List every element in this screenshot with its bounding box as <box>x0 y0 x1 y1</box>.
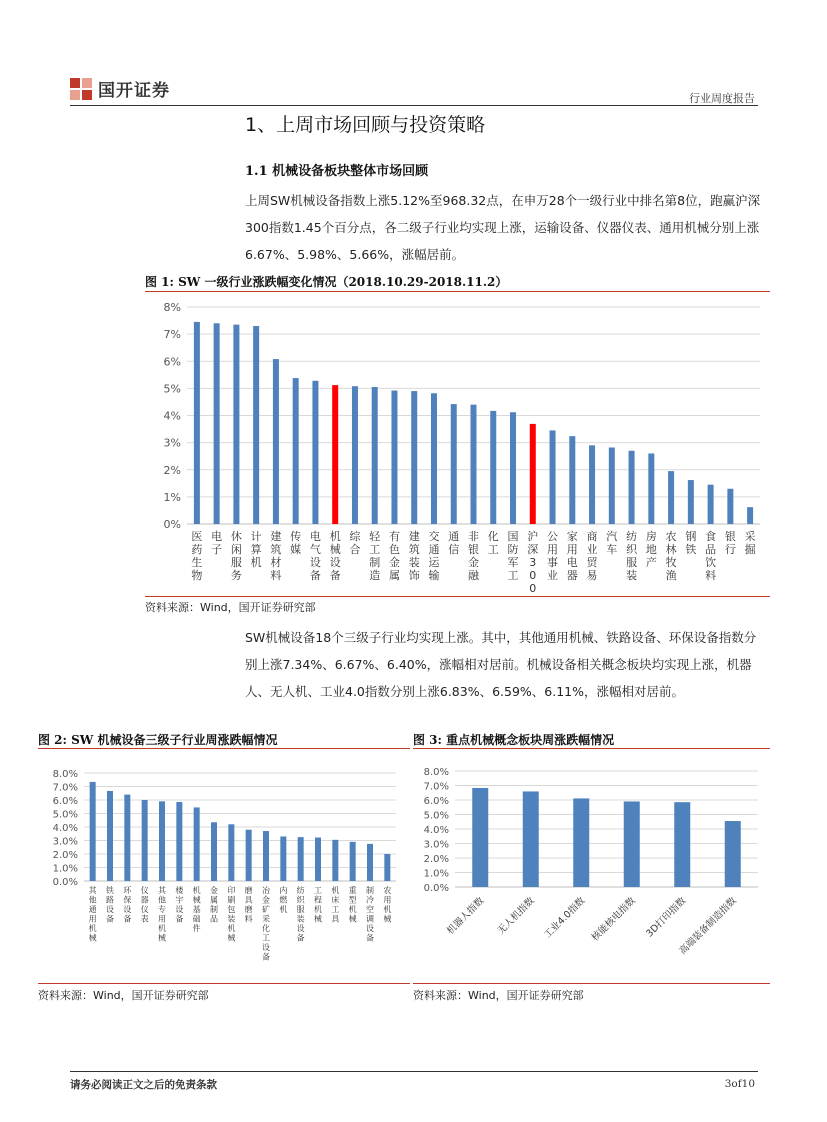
x-tick-label: 公用事业 <box>547 530 559 582</box>
bar <box>233 325 239 524</box>
bar <box>312 381 318 524</box>
figure2-source: 资料来源：Wind，国开证券研究部 <box>38 989 209 1002</box>
figure1-source: 资料来源：Wind，国开证券研究部 <box>145 601 316 614</box>
figure2-top-rule <box>38 748 410 749</box>
y-tick-label: 4% <box>163 409 181 423</box>
bar <box>332 385 338 524</box>
x-tick-label: 房地产 <box>645 530 657 569</box>
x-tick-label: 采掘 <box>744 530 756 556</box>
x-tick-label: 无人机指数 <box>495 895 537 937</box>
bar <box>384 854 390 881</box>
y-tick-label: 1% <box>163 490 181 504</box>
y-tick-label: 7.0% <box>423 781 449 793</box>
x-tick-label: 非银金融 <box>468 530 479 582</box>
bar <box>523 791 539 887</box>
report-type: 行业周度报告 <box>689 92 755 105</box>
bar <box>315 838 321 881</box>
bar <box>609 448 615 524</box>
figure2-title: 图 2: SW 机械设备三级子行业周涨跌幅情况 <box>38 733 278 747</box>
bar <box>624 801 640 887</box>
paragraph-1: 上周SW机械设备指数上涨5.12%至968.32点，在申万28个一级行业中排名第8位，跑赢沪深300指数1.45个百分点，各二级子行业均实现上涨，运输设备、仪器仪表、通用机械分别上涨6.67%、5.98%、5.66%，涨幅居前。 <box>245 193 761 262</box>
figure3-title: 图 3: 重点机械概念板块周涨跌幅情况 <box>413 733 615 747</box>
y-tick-label: 2.0% <box>52 850 78 861</box>
footer-disclaimer[interactable]: 请务必阅读正文之后的免责条款 <box>70 1079 217 1091</box>
y-tick-label: 8% <box>163 301 181 314</box>
y-tick-label: 1.0% <box>423 868 449 880</box>
y-tick-label: 4.0% <box>52 823 78 834</box>
bar <box>246 830 252 881</box>
x-tick-label: 高端装备制造指数 <box>677 895 739 957</box>
x-tick-label: 建筑材料 <box>270 530 282 582</box>
x-tick-label: 钢铁 <box>685 530 697 556</box>
logo-text: 国开证券 <box>98 81 170 101</box>
y-tick-label: 2% <box>163 463 181 477</box>
bar <box>176 802 182 881</box>
x-tick-label: 综合 <box>349 530 361 556</box>
bar <box>573 798 589 887</box>
x-tick-label: 铁路设备 <box>106 886 114 924</box>
figure1-bottom-rule <box>145 596 770 597</box>
x-tick-label: 机械设备 <box>329 530 341 582</box>
figure2-bottom-rule <box>38 983 410 984</box>
y-tick-label: 6% <box>163 355 181 369</box>
x-tick-label: 机床工具 <box>331 886 340 924</box>
y-tick-label: 7% <box>163 328 181 342</box>
bar <box>142 800 148 881</box>
x-tick-label: 楼宇设备 <box>175 886 184 924</box>
y-tick-label: 3.0% <box>423 839 449 851</box>
x-tick-label: 磨具磨料 <box>244 886 253 924</box>
bar <box>298 837 304 881</box>
x-tick-label: 金属制品 <box>210 886 218 924</box>
x-tick-label: 休闲服务 <box>230 530 242 582</box>
x-tick-label: 农用机械 <box>383 886 392 924</box>
x-tick-label: 建筑装饰 <box>408 530 420 582</box>
bar <box>352 386 358 524</box>
x-tick-label: 交通运输 <box>428 530 440 582</box>
section-title: 1、上周市场回顾与投资策略 <box>245 114 486 136</box>
bar <box>332 840 338 881</box>
bar <box>391 391 397 524</box>
x-tick-label: 农林牧渔 <box>665 530 677 582</box>
x-tick-label: 其他专用机械 <box>158 886 166 943</box>
figure1-title: 图 1: SW 一级行业涨跌幅变化情况（2018.10.29-2018.11.2） <box>145 275 508 289</box>
bar <box>411 391 417 524</box>
y-tick-label: 4.0% <box>423 825 449 836</box>
x-tick-label: 印刷包装机械 <box>227 886 236 943</box>
bar <box>472 788 488 887</box>
bar <box>372 387 378 524</box>
y-tick-label: 6.0% <box>423 796 449 807</box>
y-tick-label: 5% <box>163 382 181 396</box>
figure1-chart <box>145 295 770 595</box>
logo-icon <box>70 78 92 100</box>
bar <box>674 802 690 887</box>
bar <box>471 405 477 524</box>
bar <box>451 404 457 524</box>
figure3-chart <box>413 755 770 980</box>
figure1-top-rule <box>145 291 770 292</box>
footer-divider <box>70 1071 758 1072</box>
bar <box>490 411 496 524</box>
y-tick-label: 0.0% <box>423 883 449 894</box>
x-tick-label: 重型机械 <box>348 886 357 924</box>
bar <box>228 824 234 881</box>
x-tick-label: 制冷空调设备 <box>366 886 374 943</box>
x-tick-label: 内燃机 <box>279 886 288 914</box>
x-tick-label: 有色金属 <box>388 530 400 582</box>
x-tick-label: 工业4.0指数 <box>542 895 588 941</box>
y-tick-label: 2.0% <box>423 854 449 865</box>
bar <box>510 412 516 524</box>
bar <box>214 323 220 524</box>
y-tick-label: 5.0% <box>52 809 78 821</box>
x-tick-label: 食品饮料 <box>705 530 717 582</box>
x-tick-label: 环保设备 <box>123 886 132 924</box>
page-number: 3of10 <box>724 1078 755 1090</box>
bar <box>273 359 279 524</box>
bar <box>194 322 200 524</box>
y-tick-label: 0% <box>163 518 181 531</box>
bar <box>253 326 259 524</box>
x-tick-label: 3D打印指数 <box>644 895 689 940</box>
y-tick-label: 0.0% <box>52 877 78 888</box>
bar <box>727 489 733 524</box>
bar <box>124 795 130 881</box>
x-tick-label: 计算机 <box>250 530 262 569</box>
figure3-source: 资料来源：Wind，国开证券研究部 <box>413 989 584 1002</box>
y-tick-label: 1.0% <box>52 863 78 875</box>
x-tick-label: 汽车 <box>606 530 618 556</box>
bar <box>747 507 753 524</box>
y-tick-label: 7.0% <box>52 782 78 794</box>
bar <box>107 791 113 881</box>
x-tick-label: 传媒 <box>290 530 302 556</box>
subsection-title: 1.1 机械设备板块整体市场回顾 <box>245 164 429 179</box>
bar <box>648 453 654 524</box>
bar <box>350 842 356 881</box>
x-tick-label: 家用电器 <box>566 530 578 582</box>
x-tick-label: 电气设备 <box>309 530 321 582</box>
x-tick-label: 国防军工 <box>507 530 519 582</box>
bar <box>367 844 373 881</box>
y-tick-label: 6.0% <box>52 796 78 807</box>
bar <box>211 822 217 881</box>
x-tick-label: 其他通用机械 <box>88 886 97 943</box>
x-tick-label: 冶金矿采化工设备 <box>262 886 270 962</box>
bar <box>530 424 536 524</box>
y-tick-label: 8.0% <box>52 769 78 780</box>
figure3-top-rule <box>413 748 770 749</box>
x-tick-label: 机械基础件 <box>192 886 201 933</box>
bar <box>293 378 299 524</box>
bar <box>688 480 694 524</box>
x-tick-label: 纺织服装 <box>626 530 638 582</box>
x-tick-label: 银行 <box>724 530 736 556</box>
bar <box>159 801 165 881</box>
x-tick-label: 电子 <box>211 530 223 556</box>
x-tick-label: 轻工制造 <box>369 530 381 582</box>
x-tick-label: 纺织服装设备 <box>296 886 305 943</box>
paragraph-2: SW机械设备18个三级子行业均实现上涨。其中，其他通用机械、铁路设备、环保设备指数分别上涨7.34%、6.67%、6.40%，涨幅相对居前。机械设备相关概念板块均实现上涨，机器人、无人机、工业4.0指数分别上涨6.83%、6.59%、6.11%，涨幅相对居前。 <box>245 630 757 699</box>
bar <box>569 436 575 524</box>
bar <box>90 782 96 881</box>
figure3-bottom-rule <box>413 983 770 984</box>
header-divider <box>70 105 758 106</box>
x-tick-label: 沪深 3 0 0 <box>527 530 539 595</box>
y-tick-label: 3.0% <box>52 836 78 848</box>
x-tick-label: 核能核电指数 <box>589 895 638 944</box>
bar <box>263 831 269 881</box>
bar <box>550 430 556 524</box>
bar <box>629 451 635 524</box>
x-tick-label: 商业贸易 <box>586 530 598 582</box>
x-tick-label: 医药生物 <box>191 530 203 582</box>
bar <box>589 445 595 524</box>
x-tick-label: 工程机械 <box>314 886 322 924</box>
bar <box>431 393 437 524</box>
y-tick-label: 3% <box>163 436 181 450</box>
bar <box>668 471 674 524</box>
bar <box>194 807 200 881</box>
company-logo <box>70 76 170 101</box>
x-tick-label: 化工 <box>487 530 499 556</box>
bar <box>725 821 741 887</box>
bar <box>708 485 714 524</box>
x-tick-label: 仪器仪表 <box>140 886 149 924</box>
y-tick-label: 8.0% <box>423 767 449 778</box>
figure2-chart <box>38 755 410 980</box>
bar <box>280 836 286 881</box>
x-tick-label: 通信 <box>448 530 460 556</box>
x-tick-label: 机器人指数 <box>444 895 487 937</box>
y-tick-label: 5.0% <box>423 810 449 822</box>
